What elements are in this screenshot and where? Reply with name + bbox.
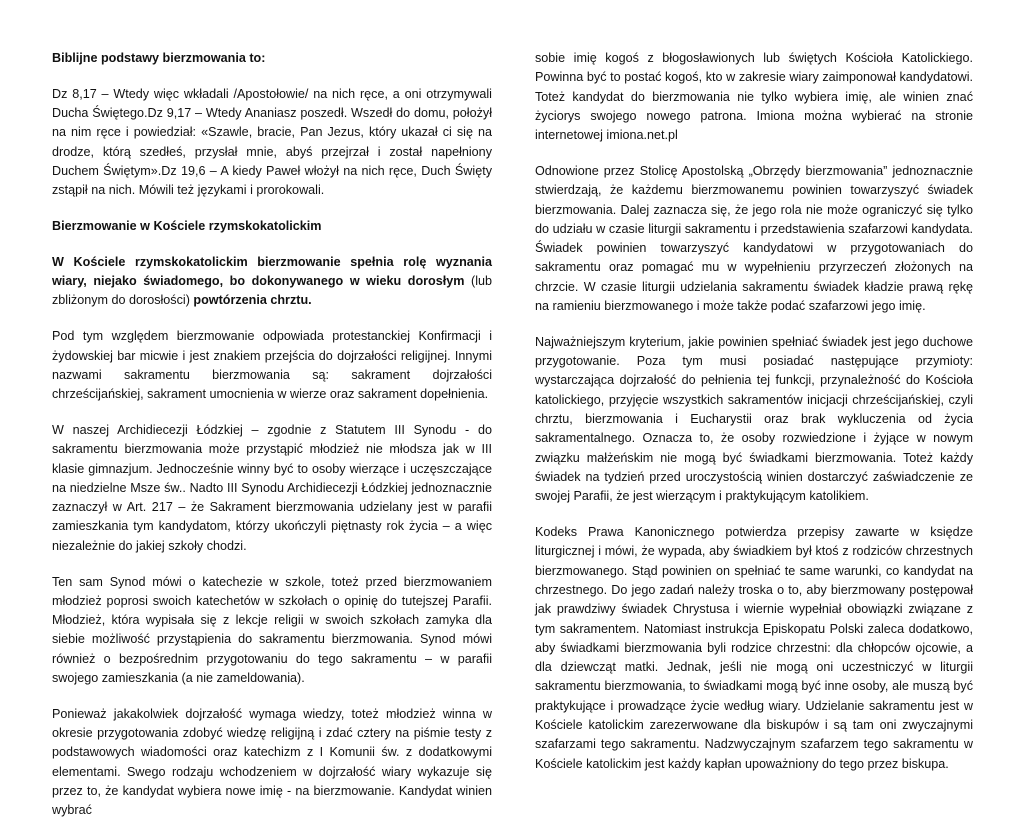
paragraph: W naszej Archidiecezji Łódzkiej – zgodnie z Statutem III Synodu - do sakramentu bierzmowania może przystąpić młodzież nie młodsza jak w III klasie gimnazjum. Jednocześnie winny być to osoby wierzące i uczęszczające na niedzielne Msze św.. Nadto III Synodu Archidiecezji Łódzkiej jednoznacznie zaznaczył w Art. 217 – że Sakrament bierzmowania udzielany jest w parafii zamieszkania tym kandydatom, którzy ukończyli piętnasty rok życia – a więc niezależnie do jakiej szkoły chodzi. [52,422,492,553]
paragraph: Pod tym względem bierzmowanie odpowiada protestanckiej Konfirmacji i żydowskiej bar micwie i jest znakiem przejścia do dojrzałości religijnej. Innymi nazwami sakramentu bierzmowania są: sakrament dojrzałości chrześcijańskiej, sakrament umocnienia w wierze oraz sakrament dopełnienia. [52,329,492,402]
paragraph: Kodeks Prawa Kanonicznego potwierdza przepisy zawarte w księdze liturgicznej i mówi, że wypada, aby świadkiem był ktoś z rodziców chrzestnych bierzmowanego. Stąd powinien on spełniać te same warunki, co kandydat na chrzestnego. Do jego zadań należy troska o to, aby bierzmowany postępował jak prawdziwy świadek Chrystusa i wiernie wypełniał obowiązki związane z tym sakramentem. Natomiast instrukcja Episkopatu Polski zaleca dodatkowo, aby świadkami bierzmowania byli rodzice chrzestni: dla chłopców ojcowie, a dla dziewcząt matki. Jednak, jeśli nie mogą oni uczestniczyć w liturgii sakramentu bierzmowania, to świadkami mogą być inne osoby, ale muszą być praktykujące i prowadzące życie według wiary. Udzielanie sakramentu jest w Kościele katolickim zarezerwowane dla biskupów i są tam oni zwyczajnymi szafarzami tego sakramentu. Nadzwyczajnym szafarzem tego sakramentu w Kościele katolickim jest każdy kapłan upoważniony do tego przez biskupa. [535,525,973,771]
bold-text: powtórzenia chrztu. [193,293,312,308]
right-column [535,49,973,790]
normal-text: (lub zbliżonym do dorosłości) [52,274,493,308]
paragraph: Odnowione przez Stolicę Apostolską „Obrzędy bierzmowania” jednoznacznie stwierdzają, że każdemu bierzmowanemu powinien towarzyszyć świadek bierzmowania. Dalej zaznacza się, że jego rola nie może ograniczyć się tylko do udziału w czasie liturgii sakramentu i przedstawienia szafarzowi kandydata. Świadek powinien towarzyszyć kandydatowi w przygotowaniach do sakramentu oraz pomagać mu w wypełnieniu przyrzeczeń złożonych na chrzcie. W czasie liturgii udzielania sakramentu świadek kładzie prawą rękę na ramieniu bierzmowanego i może także podać szafarzowi jego imię. [535,163,973,314]
paragraph-definition [52,253,492,311]
paragraph: Dz 8,17 – Wtedy więc wkładali /Apostołowie/ na nich ręce, a oni otrzymywali Ducha Świętego.Dz 9,17 – Wtedy Ananiasz poszedł. Wszedł do domu, położył na nim ręce i powiedział: «Szawle, bracie, Pan Jezus, który ukazał ci się na drodze, którą szedłeś, przysłał mnie, abyś przejrzał i został napełniony Duchem Świętym».Dz 19,6 – A kiedy Paweł włożył na nich ręce, Duch Święty zstąpił na nich. Mówili też językami i prorokowali. [52,86,492,198]
heading-biblical-foundations: Biblijne podstawy bierzmowania to: [52,51,266,65]
heading-catholic-confirmation: Bierzmowanie w Kościele rzymskokatolickim [52,219,322,234]
paragraph: Ponieważ jakakolwiek dojrzałość wymaga wiedzy, toteż młodzież winna w okresie przygotowania zdobyć wiedzę religijną i zdać cztery na piśmie testy z podstawowych wiadomości oraz katechizm z I Komunii św. z dodatkowymi elementami. Swego rodzaju wchodzeniem w dojrzałość wiary wykazuje się przez to, że kandydat wybiera nowe imię - na bierzmowanie. Kandydat winien wybrać [52,706,492,818]
bold-text: W Kościele rzymskokatolickim bierzmowanie spełnia rolę wyznania wiary, niejako świadomego, bo dokonywanego w wieku dorosłym [52,254,492,289]
paragraph: sobie imię kogoś z błogosławionych lub świętych Kościoła Katolickiego. Powinna być to postać kogoś, kto w zakresie wiary zaimponował kandydatowi. Toteż kandydat do bierzmowania nie tylko wybiera imię, ale winien znać życiorys swojego nowego patrona. Imiona można wybierać na stronie internetowej imiona.net.pl [535,51,973,143]
left-column [52,49,492,837]
paragraph: Ten sam Synod mówi o katechezie w szkole, toteż przed bierzmowaniem młodzież poprosi swoich katechetów w szkołach o opinię do tutejszej Parafii. Młodzież, która wypisała się z lekcje religii w swoich szkołach zamyka dla siebie możliwość przystąpienia do sakramentu bierzmowania. Synod mówi również o bezpośrednim przygotowaniu do tego sakramentu – w parafii swojego zamieszkania (a nie zameldowania). [52,574,492,686]
paragraph: Najważniejszym kryterium, jakie powinien spełniać świadek jest jego duchowe przygotowanie. Poza tym musi posiadać następujące przymioty: wystarczająca dojrzałość do pełnienia tej funkcji, przynależność do Kościoła katolickiego, przyjęcie wszystkich sakramentów inicjacji chrześcijańskiej, czyli chrztu, bierzmowania i Eucharystii oraz brak wykluczenia od życia sakramentalnego. Oznacza to, że osoby rozwiedzione i żyjące w nowym związku małżeńskim nie mogą być świadkami bierzmowania. Toteż każdy świadek na tydzień przed uroczystością winien dostarczyć zaświadczenie ze swojej Parafii, że jest wierzącym i praktykującym katolikiem. [535,334,973,504]
